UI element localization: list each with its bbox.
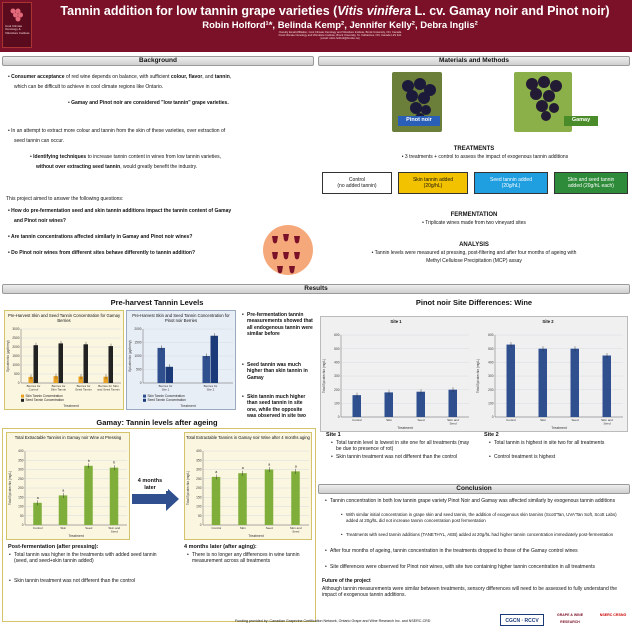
analysis-desc-2: Methyl Cellulose Precipitation (MCP) assay (426, 258, 522, 264)
legend-swatch (21, 399, 24, 402)
tick-label: 600 (334, 333, 340, 338)
arrow-label: 4 months later (132, 478, 168, 491)
tick-label: 200 (334, 387, 340, 392)
site1-note-1: • Total tannin level is lowest in site one for all treatments (may be due to presence of rot) (336, 440, 476, 453)
post-ferm-note-1: • Total tannin was higher in the treatments with added seed tannin (seed, and seed+skin tannin added) (14, 552, 164, 565)
bg-question-2: • Are tannin concentrations affected similarly in Gamay and Pinot noir wines? (8, 234, 193, 240)
bg-question-1b: and Pinot noir wines? (14, 218, 66, 224)
site2-note-1: • Total tannin is highest in site two for all treatments (494, 440, 626, 446)
wine-glasses-icon (262, 222, 314, 278)
tick-label: 200 (196, 486, 202, 491)
tick-label: 350 (18, 458, 24, 463)
gamay-ageing-title: Gamay: Tannin levels after ageing (96, 418, 218, 427)
category-label: Seed (417, 418, 425, 422)
bar (166, 367, 174, 383)
bar (29, 377, 34, 383)
significance-label: b (87, 458, 90, 463)
bar (291, 471, 300, 525)
tick-label: 100 (488, 401, 494, 406)
category-label: Seed (85, 526, 93, 530)
bar (385, 392, 394, 417)
category-label: Skin (386, 418, 392, 422)
cgcn-logo: CGCN · RCCV (500, 614, 544, 626)
category-label: Control (506, 418, 516, 422)
bar (59, 343, 64, 383)
tick-label: 400 (196, 449, 202, 454)
bar (417, 392, 426, 417)
category-label: Skin and (108, 526, 121, 530)
affiliations: ¹Faculty Email Affiliation, Cool Climate Oenology and Viticulture Institute, Brock University, ON, Canada ²Cool Climate Oenology and Viticulture Institute, Brock University, St. Catharines, ON, Canada L2S 3A1 [email: robin.holford@brocku.ca] (278, 31, 402, 41)
tick-label: 0 (139, 381, 142, 386)
gamay-pressing-chart-panel (6, 432, 130, 540)
category-label: Control (32, 526, 43, 530)
bar (449, 390, 458, 417)
tick-label: 250 (18, 476, 24, 481)
x-axis-label: Treatment (180, 404, 196, 408)
future-text: Although tannin measurements were similar between treatments, sensory differences will need to be assessed to fully understand the impact of exogenous tannin additions. (322, 586, 618, 599)
bg-para-1: • Consumer acceptance of red wine depends on balance, with sufficient colour, flavor, and tannin, (8, 74, 232, 80)
conclusion-heading: Conclusion (318, 484, 630, 494)
bar (353, 395, 362, 417)
tick-label: 150 (18, 495, 24, 500)
bar (104, 377, 109, 383)
bg-aim: This project aimed to answer the following questions: (6, 196, 124, 202)
results-heading: Results (2, 284, 630, 294)
treatment-control-box: Control (no added tannin) (322, 172, 392, 194)
y-axis-label: Total Epicatechin (mg/L) (476, 358, 480, 394)
tick-label: 2000 (12, 345, 20, 350)
fermentation-title: FERMENTATION (450, 212, 498, 218)
bar (109, 346, 114, 383)
category-label: Seed (265, 526, 273, 530)
category-label: Berries for (26, 384, 41, 388)
future-title: Future of the project (322, 578, 371, 584)
category-label: Site 2 (206, 387, 215, 392)
tick-label: 1500 (134, 340, 142, 345)
category-label: Seed (292, 529, 300, 534)
tick-label: 1000 (134, 354, 142, 359)
category-label: Control (211, 526, 222, 530)
treatment-skin-box: Skin tannin added (20g/hL) (398, 172, 468, 194)
site2-note-2: • Control treatment is highest (494, 454, 626, 460)
chart-title: Site 2 (542, 319, 554, 324)
bg-para-2-sub: • Identifying techniques to increase tannin content in wines from low tannin varieties, (30, 154, 221, 160)
y-axis-label: Epicatechin (µg/berry) (6, 340, 10, 372)
logo-text: Cool Climate Oenology & Viticulture Institute (5, 24, 30, 35)
bg-para-2-sub-line2: without over extracting seed tannin, would greatly benefit the industry. (36, 164, 198, 170)
category-label: Seed (603, 421, 611, 426)
tick-label: 3000 (12, 327, 20, 332)
legend-label: Seed Tannin Concentration (25, 398, 64, 403)
bar (203, 356, 211, 383)
significance-label: a (268, 462, 271, 467)
bar (84, 466, 93, 525)
bar (79, 377, 84, 383)
bar (59, 495, 68, 525)
category-label: and Seed Tannin (97, 387, 120, 392)
legend-swatch (143, 395, 146, 398)
bar (33, 503, 42, 525)
legend-label: Skin Tannin Concentration (25, 394, 63, 398)
conclusion-3: • Site differences were observed for Pinot noir wines, with site two containing higher tannin concentration in all treatments (330, 564, 626, 570)
x-axis-label: Treatment (551, 426, 567, 430)
tick-label: 50 (19, 513, 24, 518)
preharvest-note-1: • Pre-fermentation tannin measurements showed that all endogenous tannin were similar before (247, 312, 313, 338)
funding-text: Funding provided by: Canadian Grapevine Certification Network, Ontario Grape and Wine Research Inc. and NSERC-CRD (235, 619, 431, 623)
four-months-note-1: • There is no longer any differences in wine tannin measurement across all treatments (192, 552, 312, 565)
category-label: Berries for Skin (98, 384, 119, 388)
legend-label: Skin Tannin Concentration (147, 394, 185, 398)
methods-heading: Materials and Methods (318, 56, 630, 66)
conclusion-1a: • With similar initial concentration in grape skin and seed tannin, the addition of exogenous skin tannins (Scott'Tan, UVA'Tan Soft, Scott Labs) added at 20g/hL did not increase tannin concentration post fermentation (346, 512, 626, 523)
significance-label: a (241, 466, 244, 471)
tick-label: 500 (488, 346, 494, 351)
bg-question-1: • How do pre-fermentation seed and skin tannin additions impact the tannin content of Gamay (8, 208, 232, 214)
significance-label: a (36, 495, 39, 500)
y-axis-label: Total Epicatechin (mg/L) (322, 358, 326, 394)
chart-title: Pre-Harvest Skin and Seed Tannin Concentration for Gamay Berries (7, 313, 121, 323)
tick-label: 200 (488, 387, 494, 392)
category-label: Skin and (447, 418, 459, 422)
grape-wine-research-logo: GRAPE & WINE RESEARCH (556, 613, 584, 624)
category-label: Skin and (289, 526, 302, 530)
bar (110, 468, 119, 525)
category-label: Skin and (601, 418, 613, 422)
tick-label: 300 (18, 467, 24, 472)
conclusion-2: • After four months of ageing, tannin concentration in the treatments dropped to those of the Gamay control wines (330, 548, 626, 554)
treatments-desc: • 3 treatments + control to assess the impact of exogenous tannin additions (401, 154, 569, 160)
category-label: Berries for (51, 384, 66, 388)
post-ferm-title: Post-fermentation (after pressing): (8, 544, 99, 550)
category-label: Control (28, 387, 39, 392)
post-ferm-note-2: • Skin tannin treatment was not different than the control (14, 578, 164, 584)
institute-logo (2, 2, 32, 48)
tick-label: 400 (488, 360, 494, 365)
preharvest-note-3: • Skin tannin much higher than seed tannin in site one, while the opposite was observed in site two (247, 394, 313, 420)
analysis-title: ANALYSIS (459, 242, 489, 248)
gamay-preharvest-chart (5, 323, 125, 409)
tick-label: 350 (196, 458, 202, 463)
tick-label: 150 (196, 495, 202, 500)
bar (84, 344, 89, 383)
category-label: Berries for (203, 384, 218, 388)
bar (265, 470, 274, 526)
category-label: Berries for (158, 384, 173, 388)
tick-label: 300 (196, 467, 202, 472)
bar (571, 349, 580, 417)
chart-title: Total Extractable Tannins in Gamay noir Wine at Pressing (14, 435, 122, 440)
gamay-pressing-chart (7, 445, 131, 539)
tick-label: 100 (196, 504, 202, 509)
tick-label: 1000 (12, 363, 20, 368)
bg-para-1-sub: • Gamay and Pinot noir are considered "low tannin" grape varieties. (68, 100, 229, 106)
significance-label: b (113, 460, 116, 465)
gamay-aged-chart (185, 445, 313, 539)
treatment-seed-box: Seed tannin added (20g/hL) (474, 172, 548, 194)
tick-label: 600 (488, 333, 494, 338)
tick-label: 300 (488, 374, 494, 379)
fermentation-desc: • Triplicate wines made from two vineyard sites (422, 220, 526, 226)
bar (539, 349, 548, 417)
bar (54, 376, 59, 383)
tick-label: 400 (334, 360, 340, 365)
four-months-title: 4 months later (after aging): (184, 544, 257, 550)
significance-label: a (294, 464, 297, 469)
analysis-desc-1: • Tannin levels were measured at pressing, post-filtering and after four months of ageing with (371, 250, 577, 256)
tick-label: 2000 (134, 327, 142, 332)
bg-para-1-line2: which can be difficult to achieve in cool climate regions like Ontario. (14, 84, 164, 90)
tick-label: 200 (18, 486, 24, 491)
tick-label: 250 (196, 476, 202, 481)
pinot-noir-label: Pinot noir (398, 116, 440, 126)
bar (212, 477, 221, 525)
bg-question-3: • Do Pinot noir wines from different sites behave differently to tannin addition? (8, 250, 196, 256)
site1-chart (321, 325, 473, 431)
y-axis-label: Total Epicatechin (mg/L) (186, 470, 190, 506)
category-label: Skin (540, 418, 546, 422)
preharvest-note-2: • Seed tannin was much higher than skin tannin in Gamay (247, 362, 313, 381)
legend-label: Seed Tannin Concentration (147, 398, 186, 403)
tick-label: 100 (18, 504, 24, 509)
x-axis-label: Treatment (397, 426, 413, 430)
y-axis-label: Total Epicatechin (mg/L) (8, 470, 12, 506)
pinot-sites-chart-panel (320, 316, 628, 432)
chart-title: Site 1 (390, 319, 402, 324)
pinot-sites-title: Pinot noir Site Differences: Wine (415, 298, 533, 307)
site2-title: Site 2 (484, 432, 499, 438)
bar (238, 473, 247, 525)
poster-header (0, 0, 632, 52)
bg-para-2: • In an attempt to extract more colour and tannin from the skin of these varieties, over extraction of (8, 128, 226, 134)
site1-title: Site 1 (326, 432, 341, 438)
chart-title: Total Extractable Tannins in Gamay noir Wine after 4 months aging (186, 435, 310, 440)
background-heading: Background (2, 56, 314, 66)
x-axis-label: Treatment (63, 404, 79, 408)
grape-logo-icon (7, 6, 27, 24)
bar (34, 345, 39, 383)
bar (603, 356, 612, 418)
significance-label: a (62, 488, 65, 493)
category-label: Seed (110, 529, 118, 534)
category-label: Seed (571, 418, 579, 422)
pinot-preharvest-chart (127, 323, 237, 409)
gamay-label: Gamay (564, 116, 598, 126)
tick-label: 0 (337, 415, 340, 420)
category-label: Skin Tannin (50, 387, 67, 392)
tick-label: 400 (18, 449, 24, 454)
chart-title: Pre-Harvest Skin and Seed Tannin Concentration for Pinot noir Berries (132, 313, 230, 323)
tick-label: 500 (14, 372, 20, 377)
category-label: Seed (449, 421, 457, 426)
authors: Robin Holford¹*, Belinda Kemp², Jennifer Kelly², Debra Inglis² (202, 20, 478, 31)
x-axis-label: Treatment (68, 534, 84, 538)
legend-swatch (21, 395, 24, 398)
tick-label: 0 (491, 415, 494, 420)
tick-label: 1500 (12, 354, 20, 359)
bar (211, 336, 219, 383)
category-label: Control (352, 418, 362, 422)
nserc-logo: NSERC CRSNG (599, 613, 627, 617)
y-axis-label: Epicatechin (µg/berry) (128, 340, 132, 372)
site1-note-2: • Skin tannin treatment was not different than the control (336, 454, 476, 460)
tick-label: 50 (197, 513, 202, 518)
tick-label: 500 (334, 346, 340, 351)
tick-label: 500 (136, 367, 142, 372)
tick-label: 2500 (12, 336, 20, 341)
tick-label: 0 (21, 523, 24, 528)
tick-label: 300 (334, 374, 340, 379)
tick-label: 0 (17, 381, 20, 386)
conclusion-1: • Tannin concentration in both low tannin grape variety Pinot Noir and Gamay was affected similarly by exogenous tannin additions (330, 498, 626, 504)
category-label: Berries for (76, 384, 91, 388)
pinot-preharvest-chart-panel (126, 310, 236, 410)
category-label: Site 1 (161, 387, 170, 392)
treatments-title: TREATMENTS (453, 146, 495, 152)
poster-title: Tannin addition for low tannin grape varieties (Vitis vinifera L. cv. Gamay noir and Pinot noir) (60, 4, 610, 18)
preharvest-title: Pre-harvest Tannin Levels (110, 298, 204, 307)
gamay-preharvest-chart-panel (4, 310, 124, 410)
conclusion-1b: • Treatments with seed tannin additions (TANETHYL, AEB) added at 20g/hL had higher tannin concentration immediately post-fermentation (346, 532, 626, 538)
site2-chart (475, 325, 627, 431)
tick-label: 100 (334, 401, 340, 406)
gamay-aged-chart-panel (184, 432, 312, 540)
bar (507, 345, 516, 417)
bar (158, 348, 166, 383)
significance-label: a (215, 469, 218, 474)
bg-para-2-line2: seed tannin can occur. (14, 138, 65, 144)
legend-swatch (143, 399, 146, 402)
category-label: Seed Tannin (75, 387, 92, 392)
category-label: Skin (239, 526, 246, 530)
tick-label: 0 (199, 523, 202, 528)
x-axis-label: Treatment (248, 534, 264, 538)
category-label: Skin (60, 526, 67, 530)
treatment-both-box: Skin and seed tannin added (20g/hL each) (554, 172, 628, 194)
